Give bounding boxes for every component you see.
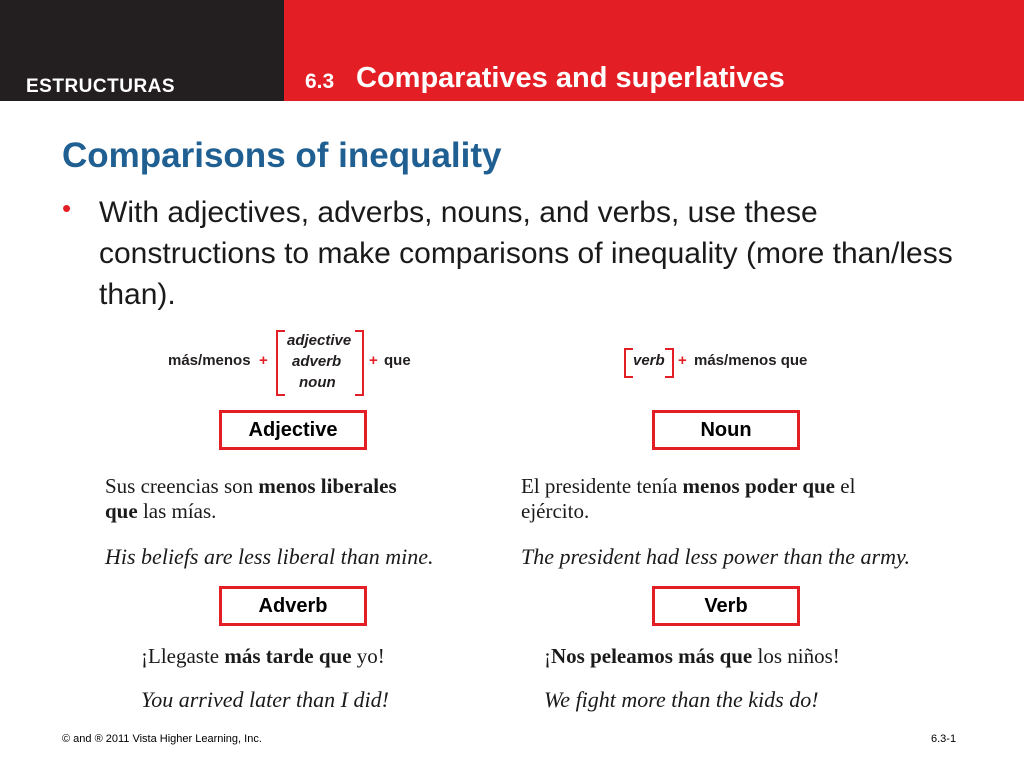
example-bold: más tarde que <box>224 644 352 668</box>
example-text: yo! <box>351 644 385 668</box>
section-number: 6.3 <box>305 70 335 93</box>
stack-noun: noun <box>299 374 336 391</box>
bracket-right-close <box>665 348 674 378</box>
formula-left-trail: que <box>384 352 411 369</box>
section-title: Comparatives and superlatives <box>356 62 785 94</box>
stack-adverb: adverb <box>292 353 342 370</box>
example-text: el <box>835 474 856 498</box>
translation-verb: We fight more than the kids do! <box>544 687 819 712</box>
formula-left-plus-2: + <box>369 352 378 369</box>
translation-adverb: You arrived later than I did! <box>141 687 389 712</box>
formula-left-lead: más/menos <box>168 352 251 369</box>
example-text: ejército. <box>521 499 590 523</box>
footer-copyright: © and ® 2011 Vista Higher Learning, Inc. <box>62 733 262 745</box>
formula-right-trail: más/menos que <box>694 352 808 369</box>
bullet-marker: • <box>62 193 72 223</box>
example-text: los niños! <box>752 644 840 668</box>
bracket-left-open <box>276 330 285 396</box>
example-adverb <box>141 644 385 669</box>
label-box-noun: Noun <box>652 410 800 450</box>
label-box-verb: Verb <box>652 586 800 626</box>
bracket-right-open <box>624 348 633 378</box>
footer-page-number: 6.3-1 <box>931 733 957 745</box>
stack-verb: verb <box>633 352 665 369</box>
translation-noun: The president had less power than the army. <box>521 544 911 569</box>
example-bold: menos liberales <box>258 474 397 498</box>
example-text: ¡ <box>544 644 551 668</box>
example-bold: que <box>105 499 138 523</box>
example-verb <box>544 644 840 669</box>
label-box-adverb: Adverb <box>219 586 367 626</box>
example-text: ¡Llegaste <box>141 644 225 668</box>
example-text: El presidente tenía <box>521 474 683 498</box>
example-text: las mías. <box>137 499 217 523</box>
formula-right-plus: + <box>678 352 687 369</box>
formula-left-plus-1: + <box>259 352 268 369</box>
example-bold: Nos peleamos más que <box>551 644 753 668</box>
slide-heading: Comparisons of inequality <box>62 136 502 175</box>
example-adjective <box>105 474 505 524</box>
bullet-text: With adjectives, adverbs, nouns, and verbs, use these constructions to make comparisons of inequality (more than/less than). <box>99 196 953 311</box>
bracket-left-close <box>355 330 364 396</box>
label-box-adjective: Adjective <box>219 410 367 450</box>
example-text: Sus creencias son <box>105 474 259 498</box>
stack-adjective: adjective <box>287 332 352 349</box>
translation-adjective: His beliefs are less liberal than mine. <box>105 544 434 569</box>
brand-label: ESTRUCTURAS <box>26 76 176 97</box>
example-bold: menos poder que <box>682 474 835 498</box>
example-noun <box>521 474 961 524</box>
